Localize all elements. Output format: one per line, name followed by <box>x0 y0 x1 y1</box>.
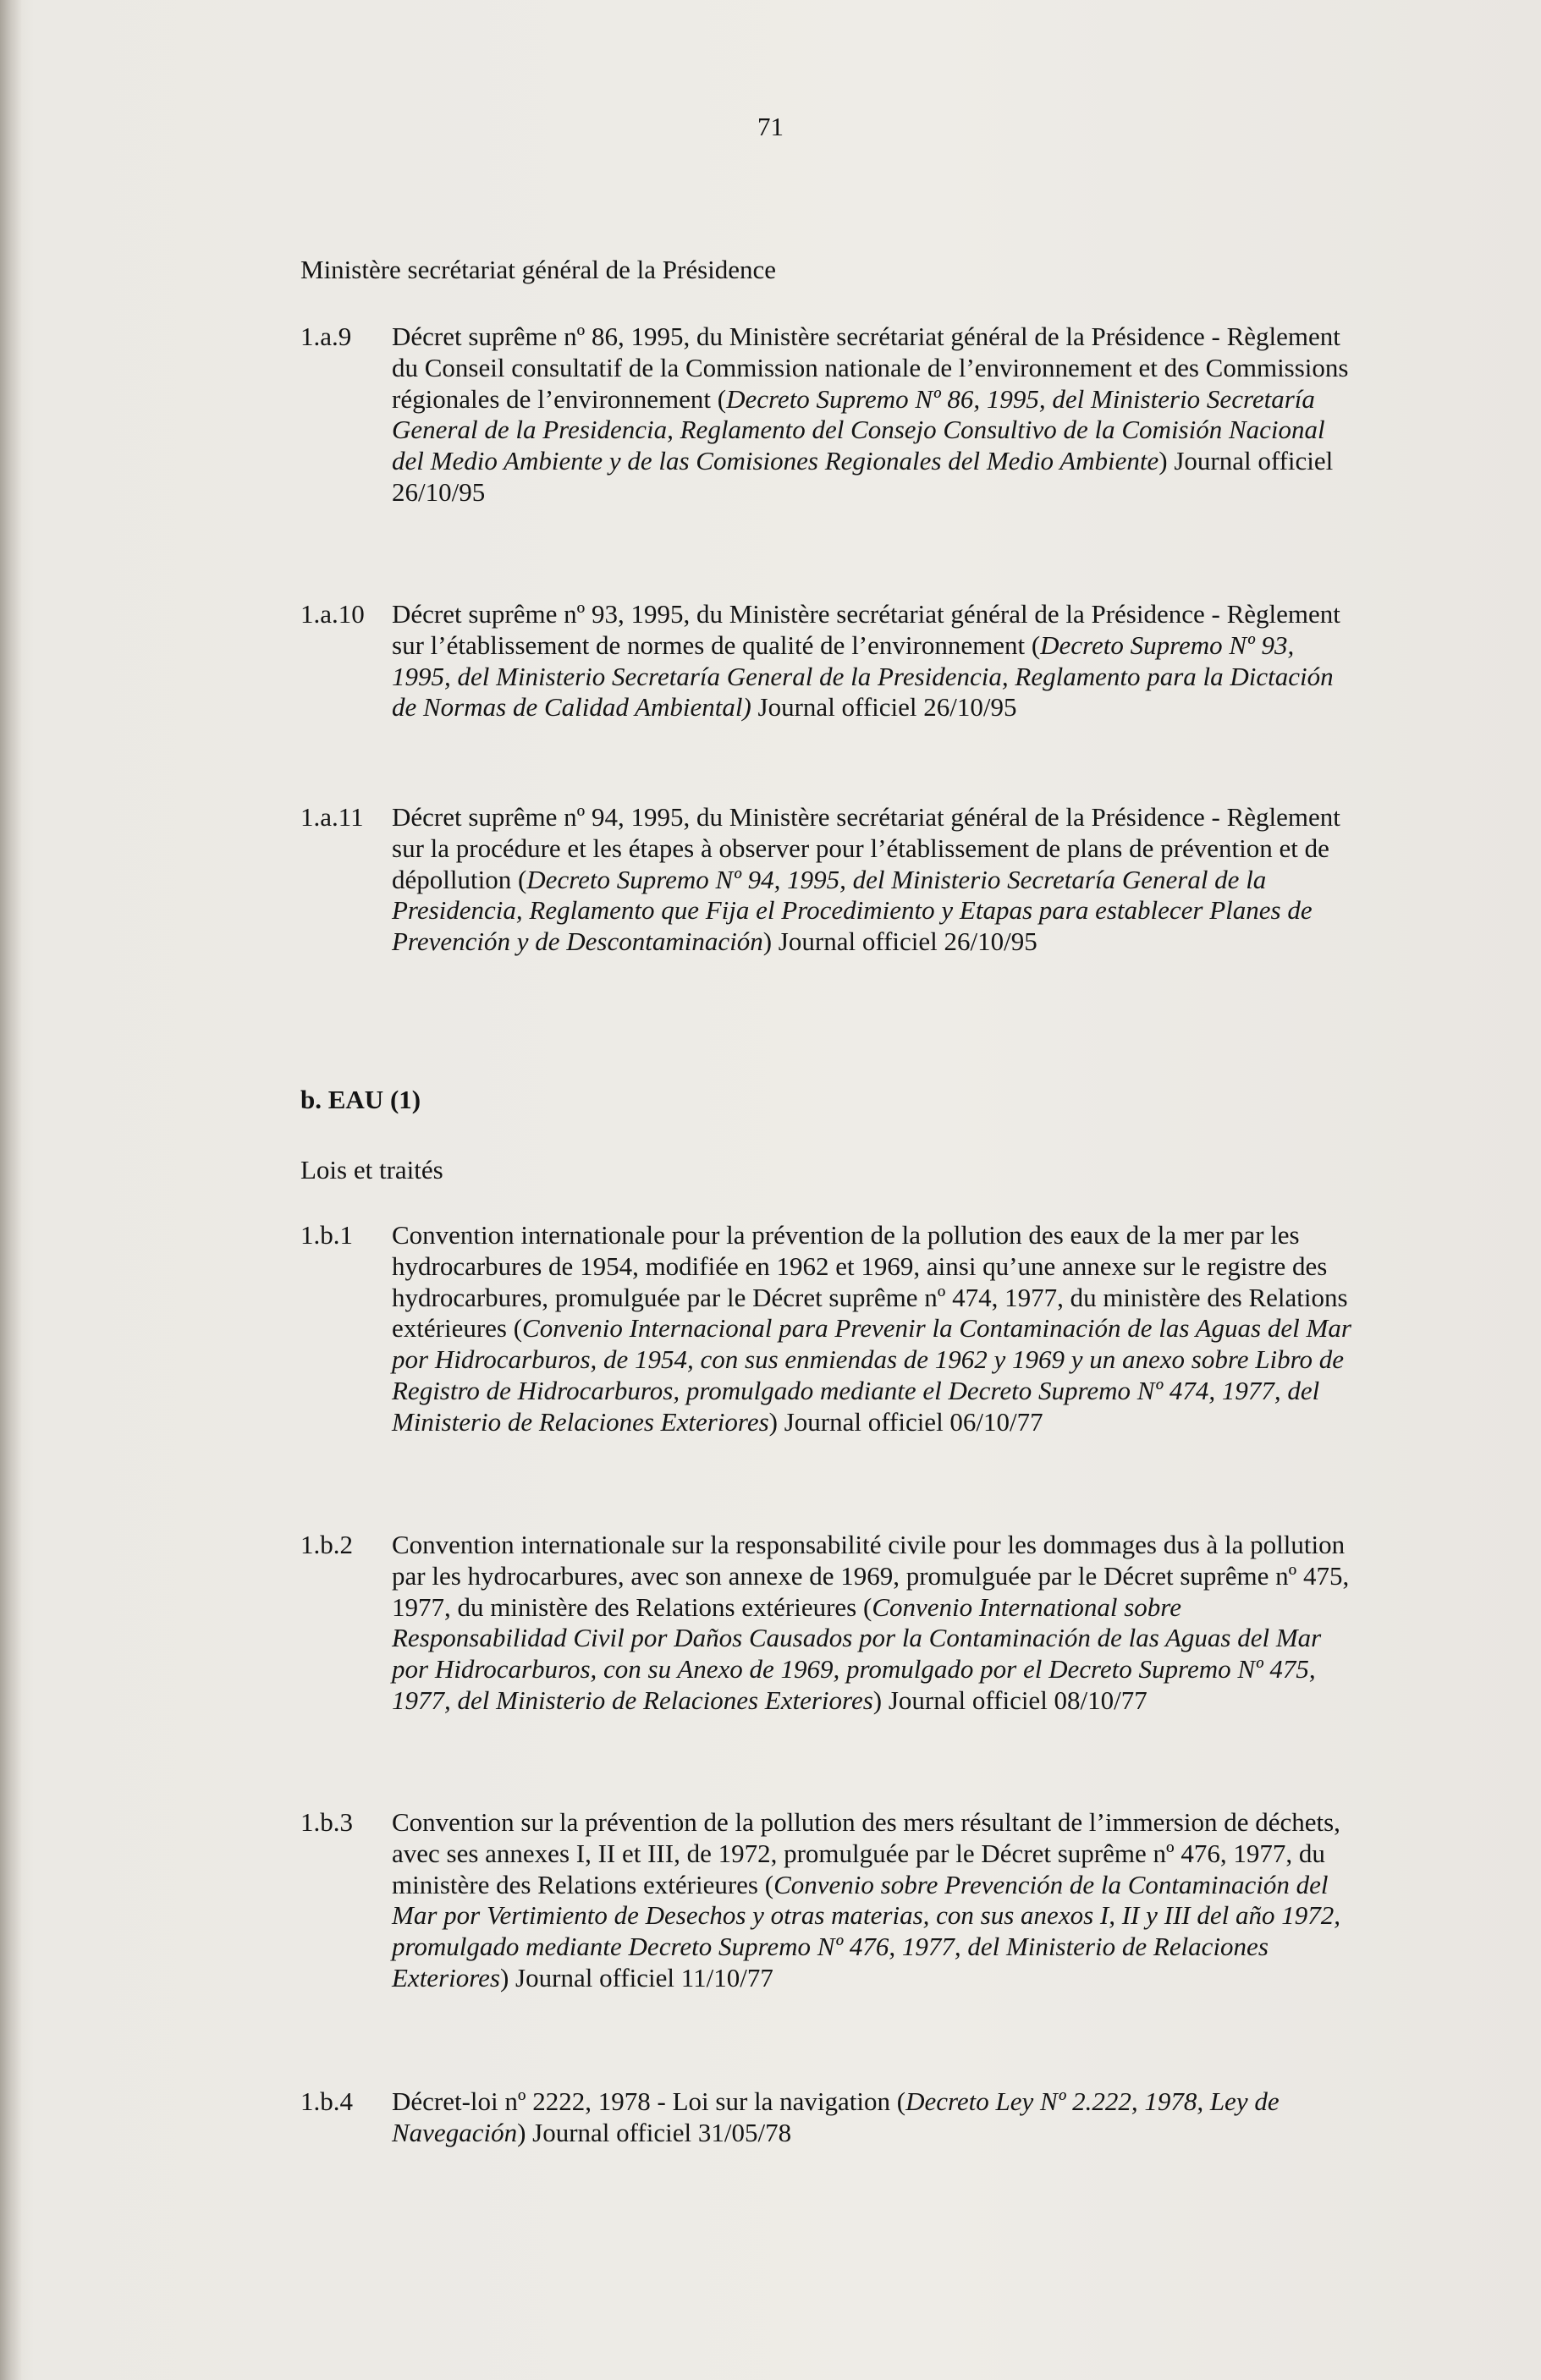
entry-1a9 <box>300 322 1358 508</box>
entry-journal-ref: ) Journal officiel 26/10/95 <box>392 446 1334 507</box>
entry-spanish-title: Decreto Supremo Nº 94, 1995, del Ministerio Secretaría General de la Presidencia, Reglamento que Fija el Procedimiento y Etapas para establecer Planes de Prevención y de Descontaminación <box>392 864 1313 957</box>
entry-number: 1.b.2 <box>300 1530 353 1559</box>
entry-french-text: Décret suprême nº 94, 1995, du Ministère secrétariat général de la Présidence - Règlement sur la procédure et les étapes à observer pour l’établissement de plans de prévention et de dépollution ( <box>392 802 1340 894</box>
entry-spanish-title: Decreto Supremo Nº 86, 1995, del Ministerio Secretaría General de la Presidencia, Reglamento del Consejo Consultivo de la Comisión Nacional del Medio Ambiente y de las Comisiones Regionales del Medio Ambiente <box>392 383 1325 476</box>
entry-french-text: Décret suprême nº 93, 1995, du Ministère secrétariat général de la Présidence - Règlement sur l’établissement de normes de qualité de l’environnement ( <box>392 599 1340 660</box>
entry-text <box>392 802 1358 958</box>
page-binding-shadow <box>0 0 22 2380</box>
entry-french-text: Décret-loi nº 2222, 1978 - Loi sur la navigation ( <box>392 2086 906 2116</box>
entry-1b1 <box>300 1220 1358 1438</box>
page-number: 71 <box>757 112 784 141</box>
entry-text <box>392 1220 1358 1438</box>
entry-number: 1.b.1 <box>300 1220 353 1250</box>
laws-heading: Lois et traités <box>300 1155 443 1185</box>
entry-french-text: Convention sur la prévention de la pollution des mers résultant de l’immersion de déchets, avec ses annexes I, II et III, de 1972, promulguée par le Décret suprême nº 476, 1977, du ministère des Relations extérieures ( <box>392 1807 1340 1899</box>
entry-journal-ref: Journal officiel 26/10/95 <box>751 692 1017 723</box>
entry-french-text: Convention internationale pour la prévention de la pollution des eaux de la mer par les hydrocarbures de 1954, modifiée en 1962 et 1969, ainsi qu’une annexe sur le registre des hydrocarbures, promulguée par le Décret suprême nº 474, 1977, du ministère des Relations extérieures ( <box>392 1220 1348 1344</box>
entry-spanish-title: Decreto Supremo Nº 93, 1995, del Ministerio Secretaría General de la Presidencia, Reglamento para la Dictación de Normas de Calidad Ambiental) <box>392 629 1334 723</box>
entry-1a11 <box>300 802 1358 958</box>
entry-journal-ref: ) Journal officiel 31/05/78 <box>517 2117 792 2147</box>
entry-spanish-title: Convenio International sobre Responsabilidad Civil por Daños Causados por la Contaminación de las Aguas del Mar por Hidrocarburos, con su Anexo de 1969, promulgado por el Decreto Supremo Nº 475, 1977, del Ministerio de Relaciones Exteriores <box>392 1591 1322 1715</box>
ministry-heading: Ministère secrétariat général de la Présidence <box>300 255 777 284</box>
section-b-heading: b. EAU (1) <box>300 1085 421 1114</box>
entry-1a10 <box>300 599 1358 723</box>
entry-journal-ref: ) Journal officiel 06/10/77 <box>768 1406 1043 1437</box>
entry-1b4 <box>300 2086 1358 2149</box>
entry-text <box>392 2086 1358 2149</box>
entry-text <box>392 1807 1358 1994</box>
entry-spanish-title: Convenio sobre Prevención de la Contaminación del Mar por Vertimiento de Desechos y otras materias, con sus anexos I, II y III del año 1972, promulgado mediante Decreto Supremo Nº 476, 1977, del Ministerio de Relaciones Exteriores <box>392 1869 1340 1992</box>
entry-spanish-title: Convenio Internacional para Prevenir la Contaminación de las Aguas del Mar por Hidrocarburos, de 1954, con sus enmiendas de 1962 y 1969 y un anexo sobre Libro de Registro de Hidrocarburos, promulgado mediante el Decreto Supremo Nº 474, 1977, del Ministerio de Relaciones Exteriores <box>392 1313 1351 1437</box>
entry-number: 1.a.11 <box>300 802 364 832</box>
entry-spanish-title: Decreto Ley Nº 2.222, 1978, Ley de Navegación <box>392 2086 1280 2147</box>
entry-journal-ref: ) Journal officiel 08/10/77 <box>872 1685 1147 1715</box>
entry-1b3 <box>300 1807 1358 1994</box>
entry-text <box>392 599 1358 723</box>
entry-1b2 <box>300 1530 1358 1717</box>
entry-number: 1.a.10 <box>300 599 365 629</box>
entry-text <box>392 322 1358 508</box>
entry-number: 1.b.3 <box>300 1807 353 1837</box>
entry-text <box>392 1530 1358 1717</box>
entry-french-text: Décret suprême nº 86, 1995, du Ministère secrétariat général de la Présidence - Règlement du Conseil consultatif de la Commission nationale de l’environnement et des Commissions régionales de l’environnement ( <box>392 322 1349 414</box>
entry-number: 1.a.9 <box>300 322 352 351</box>
entry-french-text: Convention internationale sur la responsabilité civile pour les dommages dus à la pollution par les hydrocarbures, avec son annexe de 1969, promulguée par le Décret suprême nº 475, 1977, du ministère des Relations extérieures ( <box>392 1530 1350 1622</box>
entry-number: 1.b.4 <box>300 2086 353 2116</box>
entry-journal-ref: ) Journal officiel 11/10/77 <box>499 1962 773 1992</box>
entry-journal-ref: ) Journal officiel 26/10/95 <box>762 926 1037 957</box>
